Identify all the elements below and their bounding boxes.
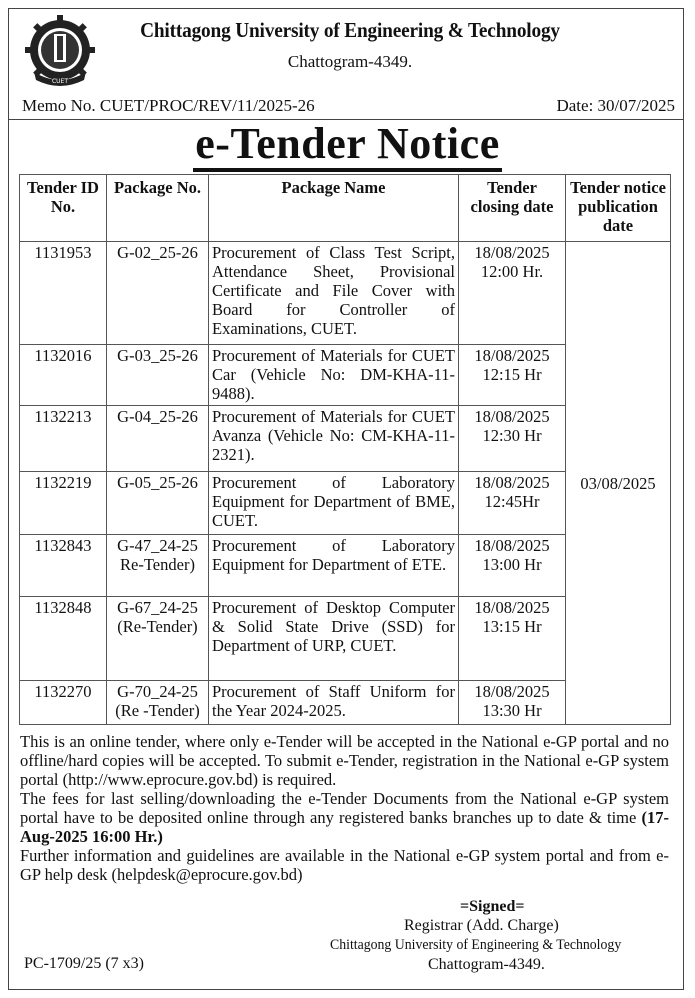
tender-id: 1132843 — [20, 535, 107, 597]
header-publication-date: Tender notice publication date — [566, 175, 671, 242]
tender-id: 1132213 — [20, 406, 107, 472]
tender-id: 1131953 — [20, 242, 107, 345]
signatory-university: Chittagong University of Engineering & Technology — [330, 937, 622, 953]
paragraph-fees: The fees for last selling/downloading the e-Tender Documents from the National e-GP system portal have to be deposited online through any registered banks branches up to date & time (17-Aug-2025 16:00 Hr.) — [20, 789, 669, 846]
closing-date: 18/08/2025 12:45Hr — [459, 472, 566, 535]
signatory-city: Chattogram-4349. — [428, 956, 545, 973]
closing-date: 18/08/2025 12:15 Hr — [459, 345, 566, 406]
pc-number: PC-1709/25 (7 x3) — [24, 955, 144, 972]
package-name: Procurement of Materials for CUET Car (Vehicle No: DM-KHA-11-9488). — [209, 345, 459, 406]
tender-table — [19, 174, 671, 725]
tender-id: 1132270 — [20, 681, 107, 725]
closing-date: 18/08/2025 13:15 Hr — [459, 597, 566, 681]
table-row — [20, 242, 671, 345]
package-name: Procurement of Desktop Computer & Solid State Drive (SSD) for Department of URP, CUET. — [209, 597, 459, 681]
header-tender-id: Tender ID No. — [20, 175, 107, 242]
memo-date: Date: 30/07/2025 — [556, 96, 675, 115]
university-name: Chittagong University of Engineering & Technology — [140, 18, 560, 42]
package-no: G-04_25-26 — [107, 406, 209, 472]
package-no: G-05_25-26 — [107, 472, 209, 535]
university-logo-icon — [24, 14, 96, 88]
tender-id: 1132016 — [20, 345, 107, 406]
closing-date: 18/08/2025 12:30 Hr — [459, 406, 566, 472]
notice-body — [20, 732, 669, 884]
header-closing-date: Tender closing date — [459, 175, 566, 242]
closing-date: 18/08/2025 13:30 Hr — [459, 681, 566, 725]
package-name: Procurement of Staff Uniform for the Year 2024-2025. — [209, 681, 459, 725]
tender-id: 1132219 — [20, 472, 107, 535]
tender-id: 1132848 — [20, 597, 107, 681]
closing-date: 18/08/2025 13:00 Hr — [459, 535, 566, 597]
closing-date: 18/08/2025 12:00 Hr. — [459, 242, 566, 345]
package-name: Procurement of Materials for CUET Avanza (Vehicle No: CM-KHA-11- 2321). — [209, 406, 459, 472]
package-no: G-02_25-26 — [107, 242, 209, 345]
paragraph-guidelines: Further information and guidelines are available in the National e-GP system portal and from e- GP help desk (helpdesk@eprocure.gov.bd) — [20, 846, 669, 884]
header-package-no: Package No. — [107, 175, 209, 242]
signatory-designation: Registrar (Add. Charge) — [404, 917, 559, 934]
page-title: e-Tender Notice — [0, 118, 695, 172]
package-no: G-67_24-25 (Re-Tender) — [107, 597, 209, 681]
package-name: Procurement of Laboratory Equipment for Department of BME, CUET. — [209, 472, 459, 535]
package-no: G-70_24-25 (Re -Tender) — [107, 681, 209, 725]
deadline: (17-Aug-2025 16:00 Hr.) — [20, 808, 669, 846]
package-name: Procurement of Laboratory Equipment for Department of ETE. — [209, 535, 459, 597]
university-city: Chattogram-4349. — [287, 52, 413, 71]
package-no: G-03_25-26 — [107, 345, 209, 406]
header-package-name: Package Name — [209, 175, 459, 242]
package-name: Procurement of Class Test Script, Attendance Sheet, Provisional Certificate and File Cover with Board for Controller of Examinations, CUET. — [209, 242, 459, 345]
package-no: G-47_24-25 Re-Tender) — [107, 535, 209, 597]
paragraph-online-tender: This is an online tender, where only e-Tender will be accepted in the National e-GP portal and no offline/hard copies will be accepted. To submit e-Tender, registration in the National e-GP system portal (http://www.eprocure.gov.bd) is required. — [20, 732, 669, 789]
table-header-row — [20, 175, 671, 242]
signed-mark: =Signed= — [460, 898, 525, 915]
memo-number: Memo No. CUET/PROC/REV/11/2025-26 — [22, 96, 315, 115]
publication-date: 03/08/2025 — [566, 242, 671, 725]
svg-text:CUET: CUET — [51, 78, 69, 85]
